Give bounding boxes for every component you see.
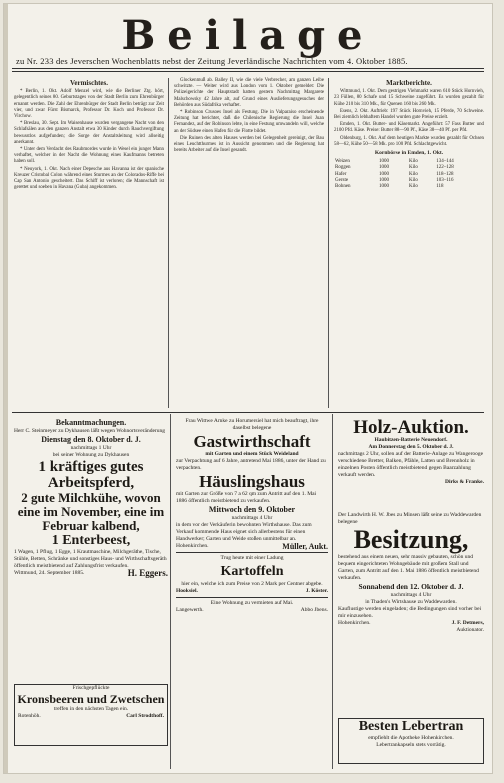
ad-place: Langewerth. (176, 607, 204, 613)
ad-text: zur Verpachtung auf 6 Jahre, antretend Mai 1886, unter der Hand zu verpachten. (176, 458, 326, 471)
ad-item: 2 gute Milchkühe, wovon eine im November, eine im Februar kalbend, (17, 490, 165, 533)
article-paragraph: * Berlin, 1. Okt. Adolf Menzel wird, wie die Berliner Ztg. hört, gelegentlich seines 80. Geburtstages von der Stadt Berlin zum Ehrenbürger ernannt werden. Die Zahl der Ehrenbürger der Stadt Berlin beträgt zur Zeit vier, und zwar Fürst Bismarck, Professor Dr. Koch und Professor Dr. Virchow. (14, 89, 164, 120)
ad-text: bestehend aus einem neuen, sehr massiv gebauten, schön und bequem eingerichteten Wohngebäude mit großem Stall und Garten, zum Antritt auf den 1. Mai 1886 öffentlich meistbietend verkaufen. (338, 554, 479, 581)
ad-signature: Dirks & Franke. (445, 479, 484, 485)
ad-subtitle: mit Garten und einem Stück Weideland (205, 451, 299, 457)
ad-kronsbeeren (14, 684, 168, 746)
ad-text: Lebertrankapseln stets vorrätig. (376, 742, 446, 748)
article-paragraph: * Breslau, 30. Sept. Im Waisenhause wurden vergangene Nacht von den Schlafsälen aus den ganzen Anstalt etwa 30 Kinder durch Rauchvergiftung bewusstlos aufgefunden; die Sorge der Anstaltsleitung wird allseitig anerkannt. (14, 121, 164, 145)
ad-text: in dem vor der Verkäuferin bewohnten Wirthshause. Das zum Verkauf kommende Haus eignet sich allerbestens für einen Handwerker; Garten und Weide stoßen unmittelbar an. (176, 522, 312, 542)
ad-signature: Carl Strodthoff. (126, 713, 164, 719)
masthead-rule (12, 68, 484, 69)
divider (176, 552, 328, 553)
ad-date: Dienstag den 8. Oktober d. J. (41, 435, 141, 444)
ad-text: Eine Wohnung zu vermieten auf Mai. (210, 600, 294, 606)
divider (176, 597, 328, 598)
ad-text: hier ein, welche ich zum Preise von 2 Mark per Centner abgebe. (181, 581, 323, 587)
column-divider (328, 78, 329, 408)
ad-title: Häuslingshaus (199, 472, 305, 491)
ad-place: Hohenkirchen. (338, 620, 371, 626)
page-edge (4, 4, 8, 773)
column-divider (332, 414, 333, 769)
table-heading: Kornbörse in Emden, 1. Okt. (374, 150, 444, 157)
table-row: Bohnen 1000 Kilo 118 (335, 184, 444, 190)
masthead-rule-2 (12, 71, 484, 72)
ad-text: Kauflustige werden eingeladen; die Bedingungen sind vorher bei mir einzusehen. (338, 606, 482, 619)
ad-time: nachmittags 1 Uhr (70, 445, 112, 451)
article-paragraph: * Neuyork, 1. Okt. Nach einer Depesche aus Havanna ist der spanische Kreuzer Cristobal Colon während eines Sturmes an der Colorados-Riffe bei Cap San Antonio gescheitert. Das Schiff ist verloren; die Mannschaft ist gerettet und soeben in Havana (Guba) angekommen. (14, 166, 164, 191)
section-heading: Marktberichte. (386, 79, 432, 87)
article-paragraph: * Robinson Crusoes Insel als Festung. Die in Valparaiso erscheinende Zeitung hat berichtet, daß die Chilenische Regierung die Insel Juan Fernandez, auf der Robinson lebte, in eine Festung umwandeln will, welche an der Südsee einen Hafen für die Flotte bildet. (174, 110, 324, 134)
masthead-title: Beilage (121, 12, 375, 59)
market-paragraph: Emden, 1. Okt. Butter- und Käsemarkt. Angeführt: 57 Fass Butter und 2100 Pfd. Käse. Preise: Butter 88—90 Pf., Käse 38—40 Pf. per Pfd. (334, 122, 484, 134)
ad-title: Kronsbeeren und Zwetschen (17, 692, 165, 706)
article-paragraph: Glockenmuß ab. Balley II, wie die viele Verbrecher, am ganzen Leibe schwitzte. — Weiter wird aus London vom 1. Oktober gemeldet: Die Polizeigerichte der Hauptstadt hatten gestern Nachmittag Margarete Malschowsky 42 Jahre alt, auf Grund eines Auslieferungsgesuches der Behörden aus Südafrika verhaftet. (174, 78, 324, 108)
column-markt (334, 78, 484, 408)
ad-signature: J. Köster. (305, 588, 328, 594)
ad-title: Kartoffeln (220, 564, 284, 579)
section-heading: Vermischtes. (69, 79, 109, 87)
table-row: Hafer 1000 Kilo 118–128 (335, 171, 454, 177)
ad-date: Sonnabend den 12. Oktober d. J. (358, 582, 464, 591)
newspaper-page (4, 4, 492, 773)
ad-time: nachmittags 4 Uhr (390, 592, 432, 598)
ad-time: nachmittags 4 Uhr (231, 515, 273, 521)
ad-heading: Bekanntmachungen. (55, 418, 127, 427)
grain-price-table (334, 159, 484, 190)
column-vermischtes (14, 78, 164, 408)
market-paragraph: Esens, 2. Okt. Auftrieb: 197 Stück Hornvieh, 15 Pferde, 70 Schweine. Bei ziemlich lebhaftem Handel wurden gute Preise erzielt. (334, 108, 484, 121)
ad-bekanntmachungen (14, 418, 168, 577)
ad-subtitle: Haubitzen-Batterie Neuendorf. (374, 437, 448, 443)
ad-holz-auktion (338, 418, 484, 486)
ad-title: Gastwirthschaft (193, 432, 311, 451)
column-divider (170, 414, 171, 769)
ad-signature-role: Auktionator. (456, 627, 484, 633)
table-row: Gerste 1000 Kilo 103–116 (335, 177, 454, 183)
column-divider (168, 78, 169, 408)
ads-rule (12, 412, 484, 413)
ad-date: Mittwoch den 9. Oktober (208, 505, 296, 514)
ad-date: Am Donnerstag den 5. Oktober d. J. (368, 444, 454, 450)
ad-signature-place: Wittmund, 24. September 1885. (14, 570, 85, 576)
ad-place: Hohenkirchen. (176, 543, 209, 549)
ad-signature: Abbo Jbens. (300, 607, 328, 613)
ad-item: 1 Enterbeest, (51, 533, 131, 548)
ad-text: treffen in den nächsten Tagen ein. (53, 706, 129, 712)
ad-text: Frischgepflückte (72, 685, 110, 691)
ad-text: mit Garten zur Größe von 7 a 62 qm zum Antritt auf den 1. Mai 1886 öffentlich meistbietend zu verkaufen. (176, 491, 317, 504)
ad-besitzung (338, 512, 484, 634)
ad-signature: H. Eggers. (127, 568, 168, 578)
masthead (4, 4, 492, 68)
article-paragraph: Die Ruinen des alten Hauses werden bei Gelegenheit gereinigt, der Bau eines Leuchtthurmes ist in Aussicht genommen und die Regierung hat bereits Arbeiter auf die Insel gesandt. (174, 135, 324, 154)
table-row: Roggen 1000 Kilo 122–128 (335, 165, 454, 171)
ad-text: Trug heute mit einer Ladung (220, 555, 284, 561)
ad-item: 1 kräftiges gutes Arbeitspferd, (38, 459, 144, 491)
ad-title: Besten Lebertran (358, 719, 464, 734)
ad-text: 1 Wagen, 1 Pflug, 1 Egge, 1 Krautmaschine, Milchgeräthe, Tische, Stühle, Betten, Schränke und sonstiges Haus- und Wirthschaftsgeräth öffentlich meistbietend auf Zahlungsfrist verkaufen. (14, 549, 167, 569)
ad-place: Hooksiel. (176, 588, 198, 594)
table-row: Weizen 1000 Kilo 134–144 (335, 159, 454, 165)
ad-title: Besitzung, (353, 525, 469, 554)
ad-gastwirthschaft (176, 418, 328, 614)
ad-text: Der Landwirth H. W. Jbes zu Minsen läßt seine zu Waddewarden belegene (338, 512, 482, 525)
market-paragraph: Wittmund, 1. Okt. Dem gestrigen Viehmarkt waren 610 Stück Hornvieh, 23 Füllen, 80 Schafe und 15 Schweine zugeführt. Es wurden gezahlt für Kühe 210 bis 310 Mk., für Quenen 160 bis 260 Mk. (334, 89, 484, 107)
ad-signature: J. F. Detmers, (451, 620, 484, 626)
ad-place: bei seiner Wohnung zu Dykhausen (52, 452, 130, 458)
ad-text: empfiehlt die Apotheke Hohenkirchen. (368, 735, 454, 741)
article-paragraph: * Unter dem Verdacht des Raubmordes wurde in Wesel ein junger Mann verhaftet, welcher in der Nacht die Wohnung eines Kaufmanns betreten haben soll. (14, 147, 164, 165)
market-paragraph: Oldenburg, 1. Okt. Auf dem heutigen Markte wurden gezahlt für Ochsen 58—62, Kühe 50—58 Mk. pro 100 Pfd. Schlachtgewicht. (334, 135, 484, 147)
column-middle (174, 78, 324, 408)
ad-place: Rotenhöh. (18, 713, 41, 719)
ad-place: in Thaden's Wirtshause zu Waddewarden. (365, 599, 457, 605)
ad-text: Herr C. Steinmeyer zu Dykhausen läßt wegen Wohnortsveränderung (14, 428, 165, 434)
ad-text: Frau Wittwe Arnke zu Horumersiel hat mich beauftragt, ihre daselbst belegene (185, 418, 319, 431)
ad-lebertran (338, 718, 484, 764)
masthead-subtitle: zu Nr. 233 des Jeverschen Wochenblatts nebst der Zeitung Jeverländische Nachrichten vom 4. Oktober 1885. (16, 56, 408, 66)
ad-text: nachmittags 2 Uhr, sollen auf der Batterie-Anlage zu Wangerooge verschiedene Bretter, Balken, Pfähle, Latten und Brennholz in einzelnen Posten öffentlich meistbietend gegen Baarzahlung verkauft werden. (338, 451, 484, 478)
ad-signature: Müller, Aukt. (282, 542, 328, 551)
ad-title: Holz-Auktion. (353, 417, 469, 438)
